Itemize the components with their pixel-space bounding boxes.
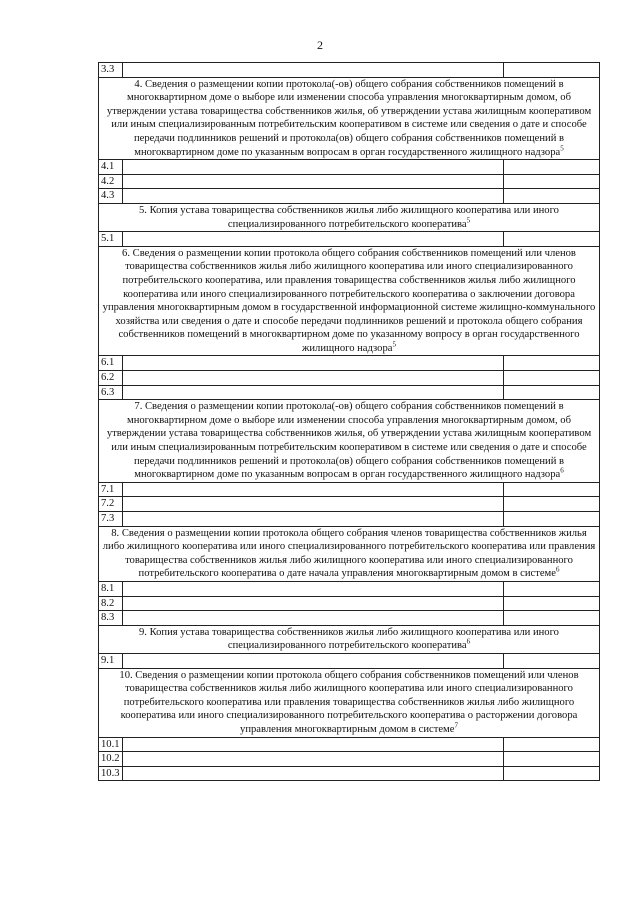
table-row [99,385,600,400]
footnote-marker: 7 [454,721,458,730]
row-value-cell[interactable] [504,737,600,752]
section-heading-text: 8. Сведения о размещении копии протокола общего собрания членов товарищества собственников жилья либо жилищного кооператива или иного специализированного потребительского кооператива или правления товарищества собственников жилья либо жилищного кооператива или иного специализированного потребительского кооператива о дате начала управления многоквартирным домом в системе [102,527,596,580]
section-heading [99,526,600,581]
row-value-cell[interactable] [504,232,600,247]
section-heading [99,203,600,231]
table-row [99,497,600,512]
row-number: 6.1 [99,356,123,371]
row-description-cell[interactable] [123,385,504,400]
table-row [99,232,600,247]
row-value-cell[interactable] [504,63,600,78]
row-value-cell[interactable] [504,482,600,497]
row-value-cell[interactable] [504,766,600,781]
row-value-cell[interactable] [504,174,600,189]
row-number: 9.1 [99,653,123,668]
row-description-cell[interactable] [123,737,504,752]
row-description-cell[interactable] [123,371,504,386]
row-description-cell[interactable] [123,596,504,611]
page-number: 2 [317,38,323,52]
row-value-cell[interactable] [504,356,600,371]
row-number: 10.3 [99,766,123,781]
section-heading [99,77,600,160]
table-row [99,581,600,596]
row-number: 7.3 [99,512,123,527]
row-description-cell[interactable] [123,766,504,781]
row-number: 8.3 [99,611,123,626]
row-value-cell[interactable] [504,497,600,512]
row-number: 7.1 [99,482,123,497]
row-number: 6.2 [99,371,123,386]
row-number: 8.2 [99,596,123,611]
section-heading-row [99,77,600,160]
footnote-marker: 6 [555,565,560,574]
table-row [99,512,600,527]
table-row [99,737,600,752]
row-number: 10.1 [99,737,123,752]
table-row [99,482,600,497]
section-heading-row [99,526,600,581]
section-heading-text: 6. Сведения о размещении копии протокола общего собрания собственников помещений или членов товарищества собственников жилья либо жилищного кооператива или иного специализированного потребительского кооператива, или правления товарищества собственников жилья либо жилищного кооператива или иного специализированного потребительского кооператива о заключении договора управления многоквартирным домом в государственной информационной системе жилищно-коммунального хозяйства или сведения о дате и способе передачи подлинников решений и протокола общего собрания собственников помещений в многоквартирном доме по указанному вопросу в орган государственного жилищного надзора [102,247,596,354]
row-number: 3.3 [99,63,123,78]
row-value-cell[interactable] [504,371,600,386]
form-table [98,62,600,781]
table-row [99,766,600,781]
section-heading-row [99,203,600,231]
table-row [99,63,600,78]
table-row [99,160,600,175]
table-row [99,596,600,611]
footnote-marker: 6 [560,466,564,475]
row-value-cell[interactable] [504,611,600,626]
section-heading-row [99,625,600,653]
row-value-cell[interactable] [504,189,600,204]
row-number: 4.1 [99,160,123,175]
section-heading-row [99,400,600,483]
row-description-cell[interactable] [123,232,504,247]
section-heading [99,400,600,483]
section-heading [99,625,600,653]
row-value-cell[interactable] [504,385,600,400]
row-description-cell[interactable] [123,512,504,527]
section-heading-text: 10. Сведения о размещении копии протокола общего собрания собственников помещений или членов товарищества собственников жилья либо жилищного кооператива или иного специализированного потребительского кооператива или правления товарищества собственников жилья либо жилищного кооператива или иного специализированного потребительского кооператива о расторжении договора управления многоквартирным домом в системе [119,669,579,735]
footnote-marker: 5 [392,340,396,349]
row-description-cell[interactable] [123,482,504,497]
row-number: 7.2 [99,497,123,512]
row-number: 8.1 [99,581,123,596]
row-description-cell[interactable] [123,497,504,512]
footnote-marker: 5 [466,216,471,224]
row-description-cell[interactable] [123,160,504,175]
row-number: 4.2 [99,174,123,189]
row-value-cell[interactable] [504,653,600,668]
row-value-cell[interactable] [504,512,600,527]
section-heading [99,246,600,356]
table-row [99,653,600,668]
row-number: 5.1 [99,232,123,247]
section-heading-text: 7. Сведения о размещении копии протокола(-ов) общего собрания собственников помещений в многоквартирном доме о выборе или изменении способа управления многоквартирным домом, об утверждении устава товарищества собственников жилья, об утверждении устава жилищным кооперативом или иным специализированным потребительским кооперативом в системе или сведения о дате и способе передачи подлинников решений и протокола(ов) общего собрания собственников помещений в многоквартирном доме по указанным вопросам в орган государственного жилищного надзора [106,401,592,481]
section-heading-row [99,246,600,356]
footnote-marker: 6 [466,637,471,646]
row-description-cell[interactable] [123,189,504,204]
section-heading [99,668,600,737]
section-heading-row [99,668,600,737]
row-description-cell[interactable] [123,356,504,371]
row-value-cell[interactable] [504,160,600,175]
footnote-marker: 5 [560,144,564,153]
table-row [99,174,600,189]
table-row [99,371,600,386]
row-value-cell[interactable] [504,596,600,611]
row-description-cell[interactable] [123,611,504,626]
table-row [99,356,600,371]
row-number: 10.2 [99,752,123,767]
table-row [99,752,600,767]
form-table-body [99,63,600,781]
row-description-cell[interactable] [123,653,504,668]
row-number: 4.3 [99,189,123,204]
section-heading-text: 5. Копия устава товарищества собственников жилья либо жилищного кооператива или иного специализированного потребительского кооператива [139,204,559,230]
row-description-cell[interactable] [123,174,504,189]
row-description-cell[interactable] [123,581,504,596]
row-description-cell[interactable] [123,752,504,767]
row-value-cell[interactable] [504,581,600,596]
section-heading-text: 9. Копия устава товарищества собственников жилья либо жилищного кооператива или иного специализированного потребительского кооператива [139,626,559,652]
table-row [99,189,600,204]
row-number: 6.3 [99,385,123,400]
section-heading-text: 4. Сведения о размещении копии протокола(-ов) общего собрания собственников помещений в многоквартирном доме о выборе или изменении способа управления многоквартирным домом, об утверждении устава товарищества собственников жилья, об утверждении устава жилищным кооперативом или иным специализированным потребительским кооперативом в системе или сведения о дате и способе передачи подлинников решений и протокола(ов) общего собрания собственников помещений в многоквартирном доме по указанным вопросам в орган государственного жилищного надзора [106,78,592,158]
row-description-cell[interactable] [123,63,504,78]
row-value-cell[interactable] [504,752,600,767]
table-row [99,611,600,626]
